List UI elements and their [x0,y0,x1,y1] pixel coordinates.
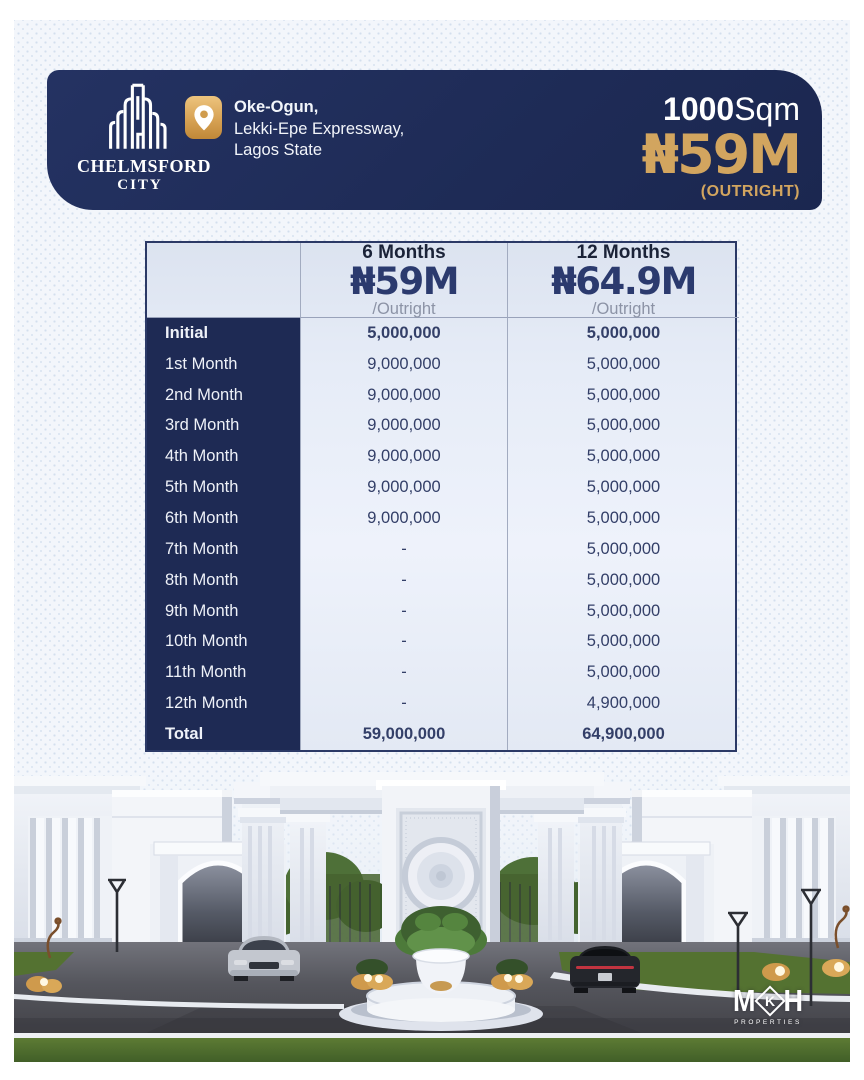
table-row-label-text: 9th Month [165,601,239,620]
location-pin-icon [185,96,222,139]
table-row-value-12m [507,534,739,565]
table-row-value-12m [507,719,739,750]
table-row-value-6m-text: - [401,663,407,682]
table-row-label-text: Total [165,725,204,744]
table-row-value-12m [507,472,739,503]
offer-size-value: 1000 [663,91,735,127]
table-row-label [147,627,300,658]
table-row-value-12m-text: 4,900,000 [586,694,661,713]
table-row-value-6m-text: - [401,601,407,620]
table-row-label [147,380,300,411]
map-marker-glyph [193,104,215,132]
table-row-value-12m-text: 5,000,000 [586,632,661,651]
table-row-value-6m [300,411,507,442]
table-row-value-12m-text: 5,000,000 [586,478,661,497]
table-row-value-12m-text: 5,000,000 [586,663,661,682]
table-row-value-12m-text: 5,000,000 [586,447,661,466]
table-row-value-12m-text: 5,000,000 [586,385,661,404]
table-row-value-6m-text: 9,000,000 [367,478,441,497]
table-row-label [147,472,300,503]
table-header-plan-6m [300,243,507,318]
table-row-value-6m-text: 9,000,000 [367,385,441,404]
table-row-value-12m-text: 5,000,000 [586,601,661,620]
table-row-value-12m [507,657,739,688]
table-row-value-6m [300,688,507,719]
table-header-plan-12m [507,243,739,318]
table-row-label [147,441,300,472]
table-row-label [147,719,300,750]
table-row-label [147,657,300,688]
plan-6m-duration: 6 Months [362,241,446,263]
offer-size-unit: Sqm [734,91,800,127]
table-row-value-6m-text: 5,000,000 [367,323,441,342]
offer-price-tag: (OUTRIGHT) [700,183,800,200]
table-row-value-6m [300,596,507,627]
brand-name-line1: CHELMSFORD [77,156,212,176]
table-row-value-6m-text: 9,000,000 [367,354,441,373]
location-line2: Lekki-Epe Expressway, [234,119,405,138]
location-line3: Lagos State [234,141,323,159]
plan-12m-per: /Outright [591,299,656,318]
mkh-logo-letters [723,984,813,1018]
brand-name [77,156,212,195]
table-row-label [147,349,300,380]
table-row-value-6m-text: - [401,694,407,713]
front-curb [14,1033,850,1038]
table-row-label [147,318,300,349]
table-row-label-text: 3rd Month [165,416,240,435]
table-row-label [147,503,300,534]
table-row-value-6m [300,441,507,472]
table-row-value-6m-text: 59,000,000 [362,725,446,744]
table-row-value-6m-text: - [401,539,407,558]
table-row-value-6m [300,719,507,750]
table-row-label-text: 2nd Month [165,385,243,404]
table-row-value-12m-text: 5,000,000 [586,570,661,589]
offer-size [642,93,800,126]
table-row-label-text: 11th Month [165,663,247,682]
mkh-diamond-icon [754,985,785,1016]
table-row-value-6m-text: - [401,632,407,651]
table-row-value-12m [507,688,739,719]
location-text [234,97,404,162]
table-row-value-6m [300,318,507,349]
table-row-value-12m [507,349,739,380]
table-row-value-6m [300,472,507,503]
front-grass [14,1038,850,1062]
table-row-label-text: 4th Month [165,447,239,466]
table-row-value-12m [507,596,739,627]
building-logo-icon [99,78,173,156]
table-row-value-12m [507,627,739,658]
table-row-value-12m-text: 5,000,000 [586,539,661,558]
table-row-label-text: Initial [165,323,209,342]
brand-bar [47,70,822,210]
plan-6m-per: /Outright [372,299,436,318]
table-row-value-6m [300,657,507,688]
plan-6m-price: ₦59M [349,259,459,303]
mkh-logo-subtext: PROPERTIES [734,1019,802,1026]
plan-12m-duration: 12 Months [576,241,671,263]
brand-name-line2: CITY [117,177,163,193]
table-row-value-6m-text: - [401,570,407,589]
table-row-value-6m [300,565,507,596]
table-row-value-12m-text: 5,000,000 [586,323,661,342]
table-row-label-text: 10th Month [165,632,248,651]
offer-price: ₦59M [641,123,800,186]
table-row-value-6m-text: 9,000,000 [367,509,441,528]
table-row-value-12m-text: 64,900,000 [582,725,665,744]
table-row-value-12m [507,503,739,534]
table-row-value-12m-text: 5,000,000 [586,416,661,435]
payment-table [145,241,737,752]
table-row-value-6m [300,534,507,565]
plan-12m-price: ₦64.9M [551,259,696,303]
table-row-label [147,596,300,627]
mkh-properties-logo [723,984,813,1026]
offer-block [642,93,800,199]
table-row-label-text: 5th Month [165,478,239,497]
table-row-label [147,565,300,596]
table-row-value-12m [507,411,739,442]
mkh-letter-h: H [783,984,803,1018]
table-row-value-12m [507,441,739,472]
table-row-value-12m [507,565,739,596]
table-row-value-12m-text: 5,000,000 [586,354,661,373]
mkh-letter-k: K [764,993,775,1009]
table-row-label-text: 1st Month [165,354,238,373]
table-row-label-text: 12th Month [165,694,248,713]
table-row-value-6m [300,627,507,658]
table-row-value-6m-text: 9,000,000 [367,416,441,435]
table-row-value-6m-text: 9,000,000 [367,447,441,466]
table-row-label [147,688,300,719]
table-row-value-6m [300,349,507,380]
table-row-label [147,534,300,565]
table-row-label [147,411,300,442]
table-row-value-6m [300,503,507,534]
table-row-value-12m-text: 5,000,000 [586,509,661,528]
table-row-value-12m [507,380,739,411]
table-header-corner [147,243,300,318]
table-row-label-text: 6th Month [165,509,239,528]
table-row-label-text: 8th Month [165,570,239,589]
location-line1: Oke-Ogun, [234,98,319,116]
mkh-letter-m: M [733,984,756,1018]
table-row-value-6m [300,380,507,411]
table-row-label-text: 7th Month [165,539,239,558]
table-row-value-12m [507,318,739,349]
